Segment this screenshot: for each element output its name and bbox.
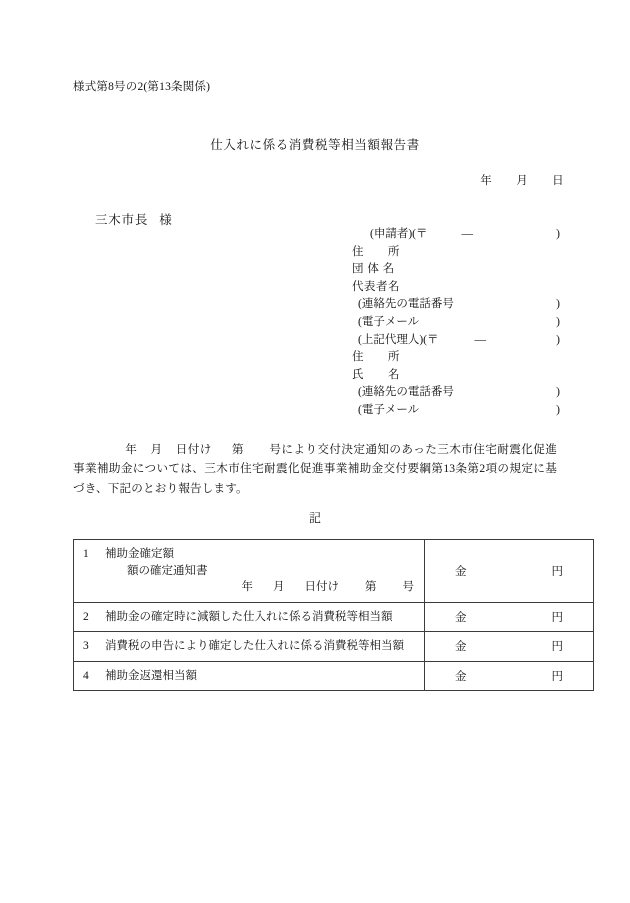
row-2-line1	[83, 609, 420, 626]
row-2-currency-prefix: 金	[455, 611, 467, 624]
addressee	[95, 210, 173, 228]
applicant-zip-row	[352, 226, 560, 244]
agent-phone-paren-close: )	[556, 386, 560, 399]
row-1-currency-prefix: 金	[455, 565, 467, 578]
applicant-address-label: 住 所	[352, 245, 400, 258]
agent-name-label: 氏 名	[352, 368, 400, 381]
agent-zip-dash: —	[474, 333, 486, 346]
row-4-currency-prefix: 金	[455, 670, 467, 683]
applicant-address-row	[352, 244, 560, 262]
table-row	[74, 632, 594, 662]
body-line1-tail: 号により交付決定通知のあった三木市住宅耐震化促進	[269, 443, 557, 456]
row-4-title: 補助金返還相当額	[105, 669, 197, 682]
agent-zip-row	[352, 332, 560, 350]
row-1-description	[74, 540, 425, 603]
agent-email-paren-close: )	[556, 403, 560, 416]
applicant-block	[352, 226, 560, 420]
date-month-label: 月	[516, 175, 529, 187]
applicant-label: (申請者)(〒	[370, 228, 428, 240]
date-day-label: 日	[552, 175, 564, 187]
row-1-index: 1	[83, 548, 89, 560]
row-4-amount-cell[interactable]	[425, 661, 594, 691]
row-1-line3	[83, 579, 420, 596]
form-number: 様式第8号の2(第13条関係)	[73, 81, 211, 93]
row-1-line1	[83, 546, 420, 563]
applicant-email-label: (電子メール	[358, 315, 420, 328]
applicant-phone-row	[352, 296, 560, 314]
row-1-number-prefix: 第	[365, 581, 377, 593]
row-4-line1	[83, 668, 420, 685]
agent-address-row	[352, 349, 560, 367]
table-row	[74, 602, 594, 632]
applicant-phone-label: (連絡先の電話番号	[358, 298, 454, 311]
row-3-currency-prefix: 金	[455, 641, 467, 654]
row-3-currency-suffix: 円	[551, 641, 563, 654]
applicant-representative-label: 代表者名	[352, 280, 400, 293]
agent-address-label: 住 所	[352, 351, 400, 364]
agent-email-label: (電子メール	[358, 403, 420, 416]
table-row	[74, 661, 594, 691]
applicant-phone-paren-close: )	[556, 298, 560, 311]
date-year-label: 年	[480, 175, 493, 187]
agent-label: (上記代理人)(〒	[358, 333, 439, 346]
row-3-amount-cell[interactable]	[425, 632, 594, 662]
applicant-email-row	[352, 314, 560, 332]
row-2-index: 2	[83, 610, 89, 623]
body-number-prefix: 第	[231, 443, 245, 456]
zip-dash: —	[461, 228, 473, 240]
row-1-title: 補助金確定額	[105, 548, 174, 560]
row-4-description	[74, 661, 425, 691]
row-3-description	[74, 632, 425, 662]
row-2-description	[74, 602, 425, 632]
row-1-currency-suffix: 円	[551, 565, 563, 578]
body-line3: づき、下記のとおり報告します。	[73, 481, 248, 495]
addressee-honorific: 様	[159, 213, 173, 227]
ki-marker: 記	[308, 511, 321, 525]
applicant-email-paren-close: )	[556, 315, 560, 328]
body-paragraph	[73, 440, 557, 498]
body-year-label: 年	[125, 443, 138, 456]
row-3-line1	[83, 638, 420, 655]
applicant-organization-row	[352, 261, 560, 279]
row-2-title: 補助金の確定時に減額した仕入れに係る消費税等相当額	[105, 610, 393, 623]
row-4-index: 4	[83, 669, 89, 682]
agent-phone-row	[352, 384, 560, 402]
row-1-amount-cell[interactable]	[425, 540, 594, 603]
addressee-recipient: 三木市長	[95, 213, 149, 227]
body-day-label: 日付け	[175, 443, 212, 456]
row-3-title: 消費税の申告により確定した仕入れに係る消費税等相当額	[105, 640, 404, 652]
page-title: 仕入れに係る消費税等相当額報告書	[210, 138, 420, 152]
date-line	[0, 172, 630, 188]
agent-email-row	[352, 402, 560, 420]
body-line2: 事業補助金については、三木市住宅耐震化促進事業補助金交付要綱第13条第2項の規定に基	[73, 462, 557, 476]
table-row	[74, 540, 594, 603]
applicant-zip-paren-close: )	[556, 228, 560, 240]
agent-name-row	[352, 367, 560, 385]
row-4-currency-suffix: 円	[551, 670, 563, 683]
row-1-month-label: 月	[273, 581, 285, 593]
amount-table	[73, 539, 594, 691]
applicant-representative-row	[352, 279, 560, 297]
row-1-day-label: 日付け	[304, 581, 339, 593]
applicant-organization-label: 団 体 名	[352, 263, 395, 276]
agent-phone-label: (連絡先の電話番号	[358, 386, 454, 399]
row-1-year-label: 年	[241, 581, 253, 593]
row-2-amount-cell[interactable]	[425, 602, 594, 632]
row-1-number-suffix: 号	[402, 581, 414, 593]
row-1-line2: 額の確定通知書	[127, 564, 208, 577]
row-3-index: 3	[83, 640, 89, 652]
agent-zip-paren-close: )	[556, 333, 560, 346]
row-2-currency-suffix: 円	[551, 611, 563, 624]
body-month-label: 月	[150, 443, 163, 456]
